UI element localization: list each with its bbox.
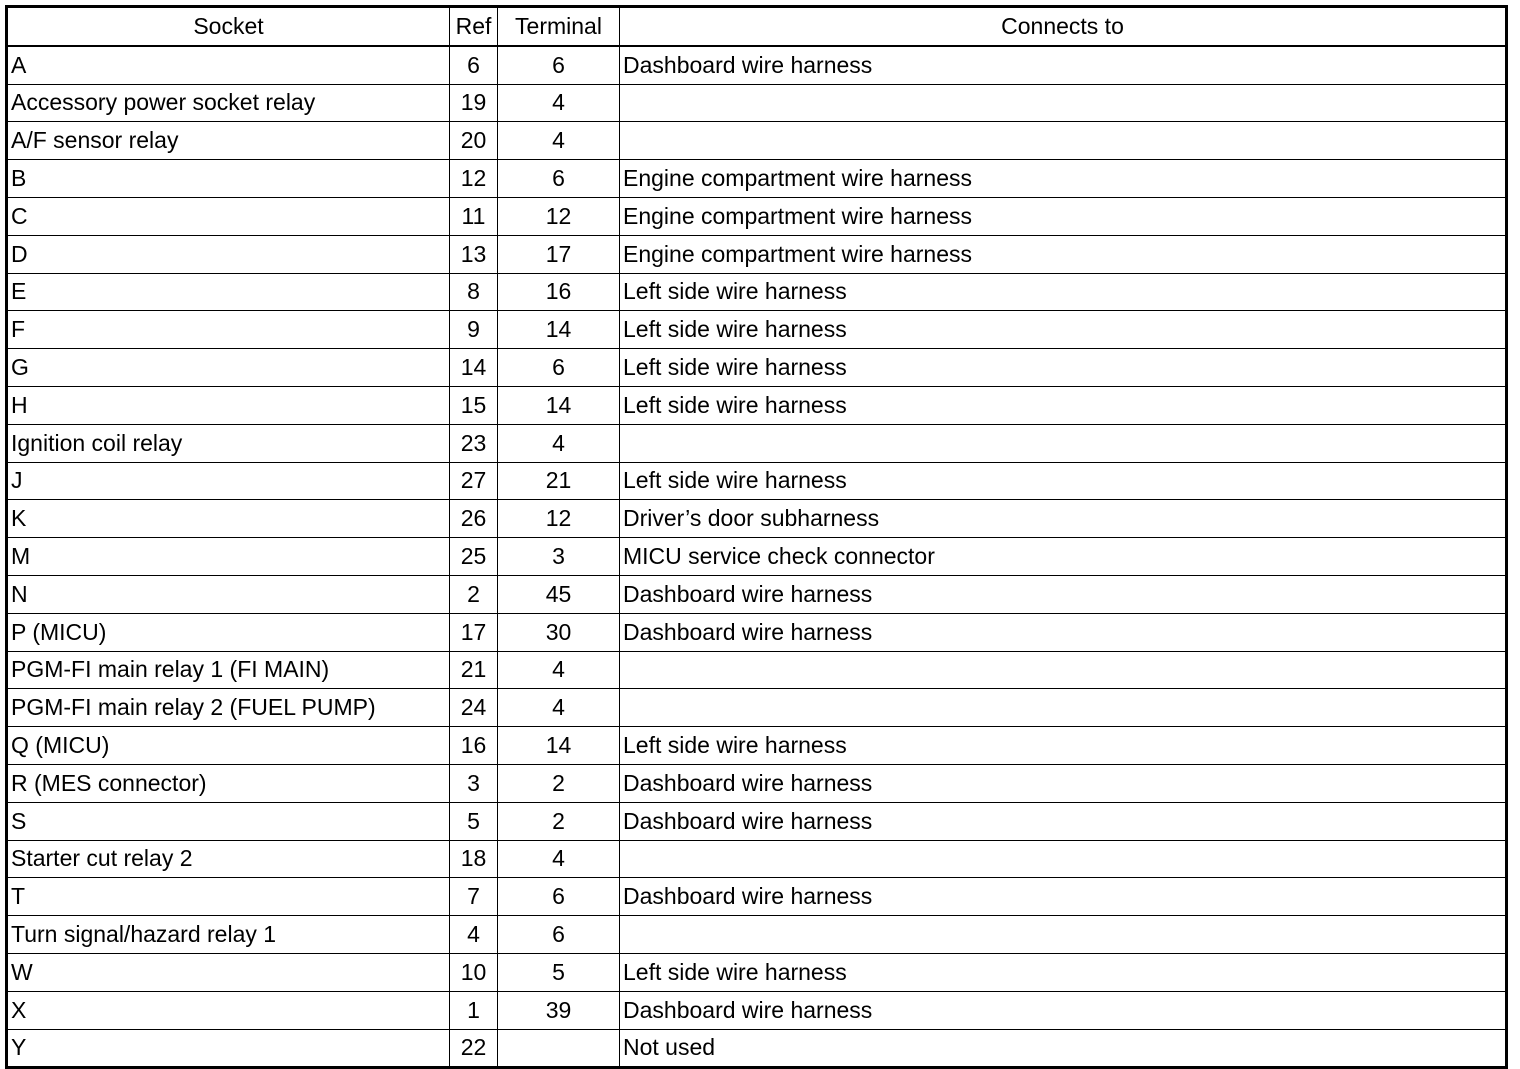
connects-to-cell: Engine compartment wire harness <box>620 160 1507 198</box>
socket-cell: E <box>7 273 450 311</box>
header-connects-to: Connects to <box>620 7 1507 46</box>
socket-cell: Accessory power socket relay <box>7 84 450 122</box>
socket-cell: R (MES connector) <box>7 764 450 802</box>
socket-cell: X <box>7 991 450 1029</box>
terminal-cell: 2 <box>498 764 620 802</box>
connects-to-cell: Dashboard wire harness <box>620 764 1507 802</box>
socket-cell: Q (MICU) <box>7 727 450 765</box>
terminal-cell: 4 <box>498 84 620 122</box>
socket-cell: PGM-FI main relay 2 (FUEL PUMP) <box>7 689 450 727</box>
socket-cell: Ignition coil relay <box>7 424 450 462</box>
connects-to-cell: Left side wire harness <box>620 386 1507 424</box>
socket-table <box>5 5 1508 1069</box>
connects-to-cell: Left side wire harness <box>620 311 1507 349</box>
connects-to-cell: Dashboard wire harness <box>620 46 1507 84</box>
connects-to-cell <box>620 424 1507 462</box>
terminal-cell: 4 <box>498 651 620 689</box>
terminal-cell: 4 <box>498 840 620 878</box>
socket-cell: T <box>7 878 450 916</box>
socket-cell: N <box>7 575 450 613</box>
table-row <box>7 953 1507 991</box>
ref-cell: 24 <box>450 689 498 727</box>
table-row <box>7 462 1507 500</box>
connects-to-cell: Left side wire harness <box>620 953 1507 991</box>
header-row <box>7 7 1507 46</box>
socket-cell: J <box>7 462 450 500</box>
ref-cell: 18 <box>450 840 498 878</box>
ref-cell: 15 <box>450 386 498 424</box>
terminal-cell: 14 <box>498 311 620 349</box>
terminal-cell: 30 <box>498 613 620 651</box>
connects-to-cell <box>620 916 1507 954</box>
ref-cell: 25 <box>450 538 498 576</box>
connects-to-cell: Dashboard wire harness <box>620 575 1507 613</box>
connects-to-cell <box>620 689 1507 727</box>
connects-to-cell <box>620 840 1507 878</box>
table-row <box>7 802 1507 840</box>
table-row <box>7 84 1507 122</box>
table-row <box>7 197 1507 235</box>
table-row <box>7 273 1507 311</box>
ref-cell: 13 <box>450 235 498 273</box>
table-row <box>7 764 1507 802</box>
connects-to-cell: Left side wire harness <box>620 273 1507 311</box>
table-row <box>7 424 1507 462</box>
terminal-cell: 21 <box>498 462 620 500</box>
socket-cell: G <box>7 349 450 387</box>
terminal-cell: 6 <box>498 878 620 916</box>
terminal-cell: 4 <box>498 689 620 727</box>
ref-cell: 3 <box>450 764 498 802</box>
ref-cell: 16 <box>450 727 498 765</box>
terminal-cell: 14 <box>498 727 620 765</box>
terminal-cell: 4 <box>498 424 620 462</box>
socket-cell: C <box>7 197 450 235</box>
header-ref: Ref <box>450 7 498 46</box>
terminal-cell <box>498 1029 620 1068</box>
socket-cell: M <box>7 538 450 576</box>
table-row <box>7 878 1507 916</box>
socket-cell: PGM-FI main relay 1 (FI MAIN) <box>7 651 450 689</box>
terminal-cell: 4 <box>498 122 620 160</box>
terminal-cell: 6 <box>498 160 620 198</box>
connects-to-cell: Engine compartment wire harness <box>620 235 1507 273</box>
connects-to-cell: Dashboard wire harness <box>620 802 1507 840</box>
socket-cell: A/F sensor relay <box>7 122 450 160</box>
connects-to-cell: Left side wire harness <box>620 349 1507 387</box>
socket-cell: Starter cut relay 2 <box>7 840 450 878</box>
connects-to-cell <box>620 84 1507 122</box>
connects-to-cell <box>620 651 1507 689</box>
socket-cell: Turn signal/hazard relay 1 <box>7 916 450 954</box>
terminal-cell: 12 <box>498 197 620 235</box>
connects-to-cell: Engine compartment wire harness <box>620 197 1507 235</box>
table-row <box>7 840 1507 878</box>
terminal-cell: 3 <box>498 538 620 576</box>
ref-cell: 4 <box>450 916 498 954</box>
ref-cell: 6 <box>450 46 498 84</box>
ref-cell: 11 <box>450 197 498 235</box>
terminal-cell: 45 <box>498 575 620 613</box>
ref-cell: 14 <box>450 349 498 387</box>
table-row <box>7 916 1507 954</box>
socket-cell: K <box>7 500 450 538</box>
table-row <box>7 538 1507 576</box>
ref-cell: 7 <box>450 878 498 916</box>
connects-to-cell: MICU service check connector <box>620 538 1507 576</box>
connects-to-cell: Driver’s door subharness <box>620 500 1507 538</box>
socket-cell: B <box>7 160 450 198</box>
table-row <box>7 1029 1507 1068</box>
table-row <box>7 311 1507 349</box>
connects-to-cell: Left side wire harness <box>620 462 1507 500</box>
table-row <box>7 46 1507 84</box>
table-row <box>7 613 1507 651</box>
terminal-cell: 17 <box>498 235 620 273</box>
table-row <box>7 575 1507 613</box>
ref-cell: 26 <box>450 500 498 538</box>
ref-cell: 21 <box>450 651 498 689</box>
table-row <box>7 386 1507 424</box>
terminal-cell: 6 <box>498 349 620 387</box>
socket-cell: H <box>7 386 450 424</box>
connects-to-cell: Dashboard wire harness <box>620 613 1507 651</box>
ref-cell: 2 <box>450 575 498 613</box>
socket-cell: F <box>7 311 450 349</box>
socket-cell: P (MICU) <box>7 613 450 651</box>
terminal-cell: 16 <box>498 273 620 311</box>
ref-cell: 27 <box>450 462 498 500</box>
table-row <box>7 651 1507 689</box>
table-header <box>7 7 1507 46</box>
table-row <box>7 727 1507 765</box>
header-socket: Socket <box>7 7 450 46</box>
connects-to-cell: Left side wire harness <box>620 727 1507 765</box>
table-body <box>7 46 1507 1068</box>
ref-cell: 8 <box>450 273 498 311</box>
ref-cell: 17 <box>450 613 498 651</box>
terminal-cell: 39 <box>498 991 620 1029</box>
ref-cell: 10 <box>450 953 498 991</box>
header-terminal: Terminal <box>498 7 620 46</box>
table-row <box>7 235 1507 273</box>
table-row <box>7 689 1507 727</box>
terminal-cell: 14 <box>498 386 620 424</box>
ref-cell: 19 <box>450 84 498 122</box>
ref-cell: 23 <box>450 424 498 462</box>
table-row <box>7 349 1507 387</box>
socket-cell: A <box>7 46 450 84</box>
terminal-cell: 5 <box>498 953 620 991</box>
connects-to-cell: Dashboard wire harness <box>620 878 1507 916</box>
terminal-cell: 6 <box>498 916 620 954</box>
ref-cell: 1 <box>450 991 498 1029</box>
table-row <box>7 160 1507 198</box>
terminal-cell: 6 <box>498 46 620 84</box>
ref-cell: 20 <box>450 122 498 160</box>
ref-cell: 22 <box>450 1029 498 1068</box>
terminal-cell: 2 <box>498 802 620 840</box>
ref-cell: 5 <box>450 802 498 840</box>
connects-to-cell: Not used <box>620 1029 1507 1068</box>
table-row <box>7 122 1507 160</box>
table-row <box>7 991 1507 1029</box>
connects-to-cell <box>620 122 1507 160</box>
table-row <box>7 500 1507 538</box>
terminal-cell: 12 <box>498 500 620 538</box>
socket-cell: D <box>7 235 450 273</box>
socket-cell: S <box>7 802 450 840</box>
ref-cell: 9 <box>450 311 498 349</box>
socket-cell: W <box>7 953 450 991</box>
ref-cell: 12 <box>450 160 498 198</box>
socket-cell: Y <box>7 1029 450 1068</box>
connects-to-cell: Dashboard wire harness <box>620 991 1507 1029</box>
